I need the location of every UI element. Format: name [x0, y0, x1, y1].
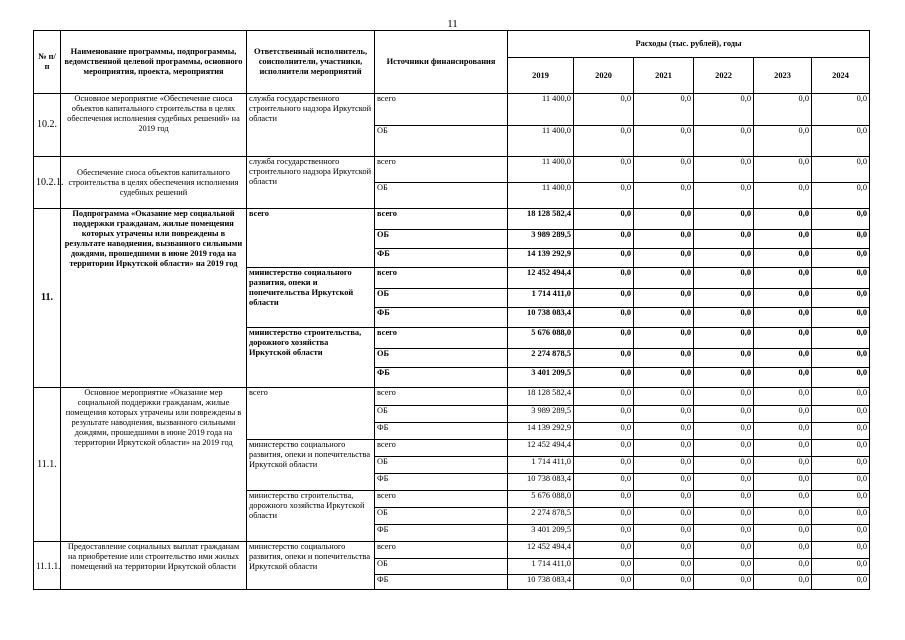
- value-2024: 0,0: [812, 94, 870, 126]
- value-2024: 0,0: [812, 406, 870, 423]
- funding-source: ОБ: [375, 183, 508, 209]
- value-2021: 0,0: [634, 542, 694, 559]
- table-row: [34, 94, 870, 126]
- value-2023: 0,0: [754, 542, 812, 559]
- value-2019: 10 738 083,4: [508, 308, 574, 328]
- value-2023: 0,0: [754, 406, 812, 423]
- value-2020: 0,0: [574, 423, 634, 440]
- header-year: 2021: [634, 58, 694, 94]
- funding-source: ФБ: [375, 249, 508, 268]
- value-2020: 0,0: [574, 94, 634, 126]
- value-2021: 0,0: [634, 209, 694, 230]
- header-year: 2023: [754, 58, 812, 94]
- value-2020: 0,0: [574, 491, 634, 508]
- value-2022: 0,0: [694, 491, 754, 508]
- value-2024: 0,0: [812, 183, 870, 209]
- funding-source: ОБ: [375, 230, 508, 249]
- row-number: 10.2.1.: [34, 157, 61, 209]
- value-2019: 12 452 494,4: [508, 542, 574, 559]
- funding-source: ОБ: [375, 457, 508, 474]
- executor: служба государственного строительного надзора Иркутской области: [247, 94, 375, 157]
- value-2021: 0,0: [634, 423, 694, 440]
- value-2020: 0,0: [574, 328, 634, 349]
- value-2021: 0,0: [634, 183, 694, 209]
- measure-name: Обеспечение сноса объектов капитального строительства в целях обеспечения исполнения судебных решений: [61, 157, 247, 209]
- header-source: Источники финансирования: [375, 31, 508, 94]
- header-name: Наименование программы, подпрограммы, ведомственной целевой программы, основного мероприятия, проекта, мероприятия: [61, 31, 247, 94]
- funding-source: ОБ: [375, 289, 508, 308]
- value-2021: 0,0: [634, 349, 694, 368]
- value-2020: 0,0: [574, 457, 634, 474]
- executor: министерство социального развития, опеки и попечительства Иркутской области: [247, 440, 375, 491]
- funding-source: ФБ: [375, 423, 508, 440]
- value-2024: 0,0: [812, 542, 870, 559]
- value-2023: 0,0: [754, 508, 812, 525]
- table-header: [34, 31, 870, 94]
- value-2024: 0,0: [812, 440, 870, 457]
- table-row: [34, 209, 870, 230]
- value-2022: 0,0: [694, 230, 754, 249]
- value-2020: 0,0: [574, 289, 634, 308]
- funding-source: ОБ: [375, 406, 508, 423]
- value-2021: 0,0: [634, 491, 694, 508]
- value-2019: 12 452 494,4: [508, 268, 574, 289]
- value-2019: 14 139 292,9: [508, 423, 574, 440]
- value-2022: 0,0: [694, 268, 754, 289]
- value-2020: 0,0: [574, 508, 634, 525]
- value-2024: 0,0: [812, 575, 870, 590]
- executor: министерство строительства, дорожного хозяйства Иркутской области: [247, 491, 375, 542]
- value-2020: 0,0: [574, 406, 634, 423]
- value-2024: 0,0: [812, 423, 870, 440]
- value-2022: 0,0: [694, 406, 754, 423]
- funding-source: ФБ: [375, 575, 508, 590]
- funding-source: всего: [375, 440, 508, 457]
- value-2024: 0,0: [812, 209, 870, 230]
- value-2022: 0,0: [694, 183, 754, 209]
- header-executor: Ответственный исполнитель, соисполнители, участники, исполнители мероприятий: [247, 31, 375, 94]
- header-year: 2019: [508, 58, 574, 94]
- header-num: № п/п: [34, 31, 61, 94]
- value-2019: 2 274 878,5: [508, 508, 574, 525]
- funding-source: ФБ: [375, 525, 508, 542]
- executor: всего: [247, 388, 375, 440]
- page-number: 11: [0, 18, 905, 31]
- funding-source: всего: [375, 94, 508, 126]
- value-2021: 0,0: [634, 474, 694, 491]
- value-2020: 0,0: [574, 474, 634, 491]
- header-year: 2020: [574, 58, 634, 94]
- value-2022: 0,0: [694, 440, 754, 457]
- value-2023: 0,0: [754, 388, 812, 406]
- executor: министерство строительства, дорожного хозяйства Иркутской области: [247, 328, 375, 388]
- value-2023: 0,0: [754, 94, 812, 126]
- funding-source: ФБ: [375, 308, 508, 328]
- header-year: 2024: [812, 58, 870, 94]
- value-2020: 0,0: [574, 183, 634, 209]
- value-2021: 0,0: [634, 575, 694, 590]
- value-2024: 0,0: [812, 559, 870, 575]
- value-2019: 3 401 209,5: [508, 525, 574, 542]
- value-2022: 0,0: [694, 575, 754, 590]
- value-2022: 0,0: [694, 474, 754, 491]
- value-2022: 0,0: [694, 308, 754, 328]
- executor: министерство социального развития, опеки и попечительства Иркутской области: [247, 268, 375, 328]
- row-number: 10.2.: [34, 94, 61, 157]
- value-2024: 0,0: [812, 230, 870, 249]
- value-2020: 0,0: [574, 440, 634, 457]
- value-2019: 11 400,0: [508, 126, 574, 157]
- value-2022: 0,0: [694, 94, 754, 126]
- value-2020: 0,0: [574, 249, 634, 268]
- value-2019: 3 989 289,5: [508, 406, 574, 423]
- value-2022: 0,0: [694, 388, 754, 406]
- value-2024: 0,0: [812, 249, 870, 268]
- value-2021: 0,0: [634, 328, 694, 349]
- value-2024: 0,0: [812, 308, 870, 328]
- value-2021: 0,0: [634, 388, 694, 406]
- value-2024: 0,0: [812, 126, 870, 157]
- value-2023: 0,0: [754, 349, 812, 368]
- value-2019: 10 738 083,4: [508, 474, 574, 491]
- value-2022: 0,0: [694, 542, 754, 559]
- value-2022: 0,0: [694, 249, 754, 268]
- value-2019: 3 401 209,5: [508, 368, 574, 388]
- value-2019: 10 738 083,4: [508, 575, 574, 590]
- value-2020: 0,0: [574, 308, 634, 328]
- value-2023: 0,0: [754, 126, 812, 157]
- funding-source: всего: [375, 157, 508, 183]
- value-2023: 0,0: [754, 209, 812, 230]
- header-year: 2022: [694, 58, 754, 94]
- value-2024: 0,0: [812, 157, 870, 183]
- value-2023: 0,0: [754, 268, 812, 289]
- value-2023: 0,0: [754, 457, 812, 474]
- value-2019: 3 989 289,5: [508, 230, 574, 249]
- value-2021: 0,0: [634, 94, 694, 126]
- value-2021: 0,0: [634, 126, 694, 157]
- value-2019: 18 128 582,4: [508, 209, 574, 230]
- value-2023: 0,0: [754, 423, 812, 440]
- value-2019: 2 274 878,5: [508, 349, 574, 368]
- funding-source: всего: [375, 388, 508, 406]
- value-2024: 0,0: [812, 491, 870, 508]
- value-2020: 0,0: [574, 575, 634, 590]
- value-2020: 0,0: [574, 542, 634, 559]
- table-row: [34, 157, 870, 183]
- value-2021: 0,0: [634, 368, 694, 388]
- value-2023: 0,0: [754, 440, 812, 457]
- value-2021: 0,0: [634, 268, 694, 289]
- funding-source: ФБ: [375, 368, 508, 388]
- value-2023: 0,0: [754, 183, 812, 209]
- value-2020: 0,0: [574, 559, 634, 575]
- value-2021: 0,0: [634, 230, 694, 249]
- value-2024: 0,0: [812, 525, 870, 542]
- value-2022: 0,0: [694, 559, 754, 575]
- row-number: 11.: [34, 209, 61, 388]
- value-2024: 0,0: [812, 388, 870, 406]
- value-2021: 0,0: [634, 457, 694, 474]
- value-2023: 0,0: [754, 491, 812, 508]
- value-2022: 0,0: [694, 368, 754, 388]
- value-2022: 0,0: [694, 508, 754, 525]
- value-2022: 0,0: [694, 457, 754, 474]
- value-2023: 0,0: [754, 230, 812, 249]
- subprogram-name: Подпрограмма «Оказание мер социальной поддержки гражданам, жилые помещения которых утрачены или повреждены в результате наводнения, вызванного сильными дождями, прошедшими в июне 2019 года на территории Иркутской области» на 2019 год: [61, 209, 247, 388]
- value-2023: 0,0: [754, 157, 812, 183]
- value-2024: 0,0: [812, 457, 870, 474]
- value-2024: 0,0: [812, 508, 870, 525]
- funding-source: ФБ: [375, 474, 508, 491]
- value-2020: 0,0: [574, 388, 634, 406]
- funding-source: всего: [375, 209, 508, 230]
- value-2021: 0,0: [634, 249, 694, 268]
- value-2020: 0,0: [574, 368, 634, 388]
- funding-source: всего: [375, 542, 508, 559]
- value-2019: 11 400,0: [508, 94, 574, 126]
- row-number: 11.1.1.: [34, 542, 61, 590]
- value-2024: 0,0: [812, 268, 870, 289]
- value-2020: 0,0: [574, 525, 634, 542]
- measure-name: Предоставление социальных выплат гражданам на приобретение или строительство ими жилых помещений на территории Иркутской области: [61, 542, 247, 590]
- value-2021: 0,0: [634, 508, 694, 525]
- value-2021: 0,0: [634, 308, 694, 328]
- value-2019: 18 128 582,4: [508, 388, 574, 406]
- funding-source: ОБ: [375, 559, 508, 575]
- header-expenses: Расходы (тыс. рублей), годы: [508, 31, 870, 58]
- funding-source: всего: [375, 491, 508, 508]
- value-2023: 0,0: [754, 559, 812, 575]
- value-2023: 0,0: [754, 474, 812, 491]
- value-2020: 0,0: [574, 157, 634, 183]
- value-2022: 0,0: [694, 157, 754, 183]
- value-2020: 0,0: [574, 126, 634, 157]
- table-row: [34, 388, 870, 406]
- value-2024: 0,0: [812, 289, 870, 308]
- value-2023: 0,0: [754, 289, 812, 308]
- value-2023: 0,0: [754, 249, 812, 268]
- value-2024: 0,0: [812, 328, 870, 349]
- value-2022: 0,0: [694, 328, 754, 349]
- value-2021: 0,0: [634, 559, 694, 575]
- value-2024: 0,0: [812, 368, 870, 388]
- measure-name: Основное мероприятие «Оказание мер социальной поддержки гражданам, жилые помещения которых утрачены или повреждены в результате наводнения, вызванного сильными дождями, прошедшими в июне 2019 года на территории Иркутской области» на 2019 год: [61, 388, 247, 542]
- value-2019: 1 714 411,0: [508, 457, 574, 474]
- value-2020: 0,0: [574, 268, 634, 289]
- value-2021: 0,0: [634, 440, 694, 457]
- value-2020: 0,0: [574, 349, 634, 368]
- value-2019: 5 676 088,0: [508, 491, 574, 508]
- value-2023: 0,0: [754, 575, 812, 590]
- budget-table: [33, 30, 870, 590]
- value-2021: 0,0: [634, 406, 694, 423]
- value-2023: 0,0: [754, 368, 812, 388]
- funding-source: всего: [375, 268, 508, 289]
- executor: всего: [247, 209, 375, 268]
- value-2022: 0,0: [694, 209, 754, 230]
- value-2022: 0,0: [694, 525, 754, 542]
- executor: министерство социального развития, опеки и попечительства Иркутской области: [247, 542, 375, 590]
- value-2019: 1 714 411,0: [508, 559, 574, 575]
- value-2019: 11 400,0: [508, 157, 574, 183]
- value-2019: 12 452 494,4: [508, 440, 574, 457]
- value-2021: 0,0: [634, 289, 694, 308]
- funding-source: ОБ: [375, 508, 508, 525]
- value-2022: 0,0: [694, 349, 754, 368]
- value-2020: 0,0: [574, 230, 634, 249]
- funding-source: ОБ: [375, 126, 508, 157]
- value-2020: 0,0: [574, 209, 634, 230]
- value-2024: 0,0: [812, 474, 870, 491]
- value-2021: 0,0: [634, 157, 694, 183]
- table-row: [34, 542, 870, 559]
- row-number: 11.1.: [34, 388, 61, 542]
- value-2022: 0,0: [694, 289, 754, 308]
- value-2022: 0,0: [694, 423, 754, 440]
- value-2023: 0,0: [754, 328, 812, 349]
- value-2021: 0,0: [634, 525, 694, 542]
- value-2023: 0,0: [754, 308, 812, 328]
- value-2024: 0,0: [812, 349, 870, 368]
- value-2019: 5 676 088,0: [508, 328, 574, 349]
- value-2022: 0,0: [694, 126, 754, 157]
- funding-source: всего: [375, 328, 508, 349]
- value-2019: 1 714 411,0: [508, 289, 574, 308]
- value-2023: 0,0: [754, 525, 812, 542]
- value-2019: 14 139 292,9: [508, 249, 574, 268]
- executor: служба государственного строительного надзора Иркутской области: [247, 157, 375, 209]
- value-2019: 11 400,0: [508, 183, 574, 209]
- funding-source: ОБ: [375, 349, 508, 368]
- measure-name: Основное мероприятие «Обеспечение сноса объектов капитального строительства в целях обеспечения исполнения судебных решений» на 2019 год: [61, 94, 247, 157]
